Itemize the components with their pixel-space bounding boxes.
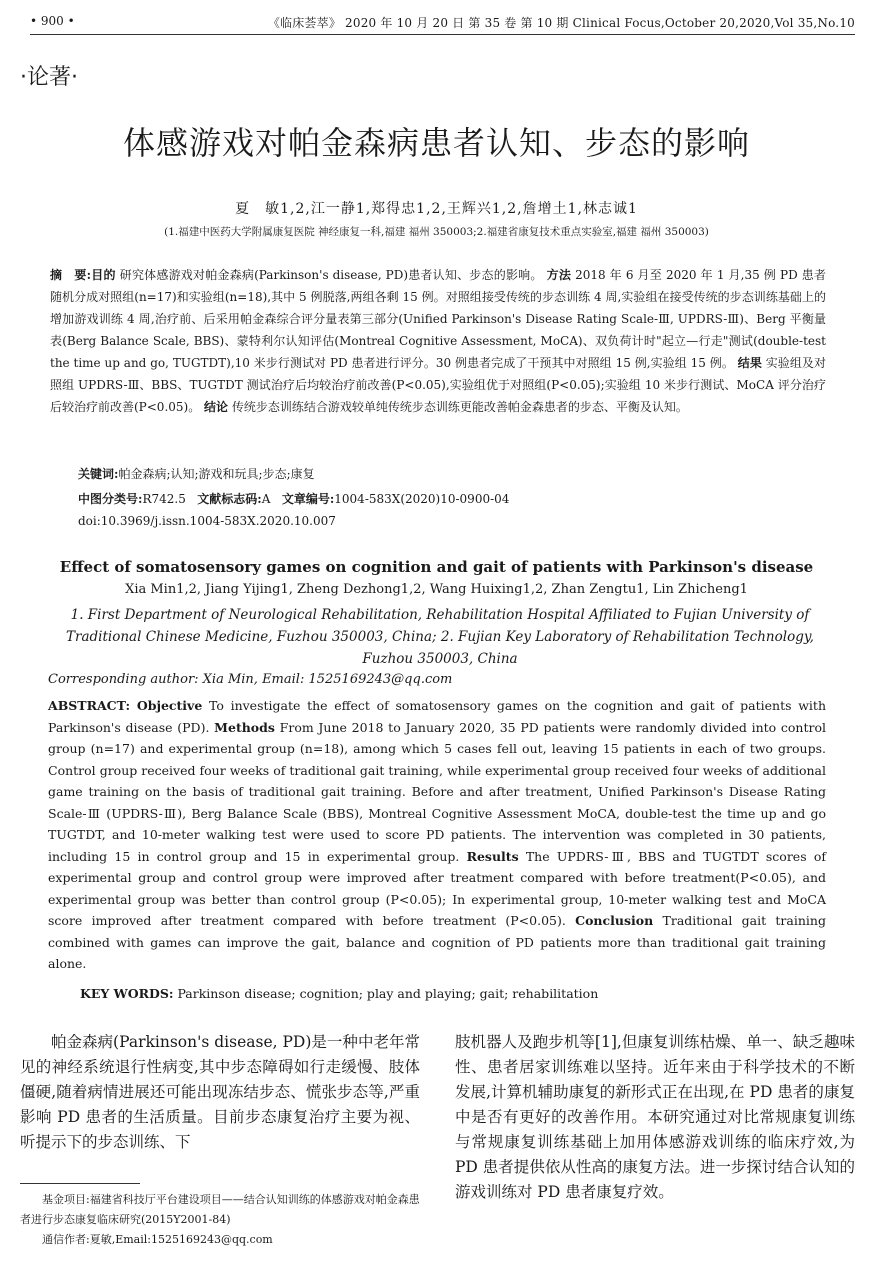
affiliation-cn: (1.福建中医药大学附属康复医院 神经康复一科,福建 福州 350003;2.福建省康复技术重点实验室,福建 福州 350003) [164,226,709,238]
results-en-label: Results [466,848,519,864]
article-title-en: Effect of somatosensory games on cognition and gait of patients with Parkinson's disease [59,558,814,576]
methods-en-text: From June 2018 to January 2020, 35 PD patients were randomly divided into control group (n=17) and experimental group (n=18), among which 5 cases fell out, leaving 15 patients in each of two groups. Control group received four weeks of traditional gait training, while experimental group received four weeks of additional game training on the basis of traditional gait training. Before and after treatment, Unified Parkinson's Disease Rating Scale-Ⅲ (UPDRS-Ⅲ), Berg Balance Scale (BBS), Montreal Cognitive Assessment MoCA, double-test the time up and go TUGTDT, and 10-meter walking test were used to score PD patients. The intervention was completed in 30 patients, including 15 in control group and 15 in experimental group. [48,719,826,864]
running-header [30,12,855,35]
authors-cn: 夏 敏1,2,江一静1,郑得忠1,2,王辉兴1,2,詹增土1,林志诚1 [235,201,638,217]
clc-value: R742.5 [142,492,186,506]
classification-line [78,490,509,507]
conclusion-text: 传统步态训练结合游戏较单纯传统步态训练更能改善帕金森患者的步态、平衡及认知。 [231,400,688,414]
keywords-en [80,986,598,1001]
keywords-cn [78,465,315,482]
methods-en-label: Methods [214,719,275,735]
authors-en: Xia Min1,2, Jiang Yijing1, Zheng Dezhong1,2, Wang Huixing1,2, Zhan Zengtu1, Lin Zhicheng1 [125,582,748,597]
methods-text: 2018 年 6 月至 2020 年 1 月,35 例 PD 患者随机分成对照组(n=17)和实验组(n=18),其中 5 例脱落,两组各剩 15 例。对照组接受传统的步态训练 4 周,实验组在接受传统的步态训练基础上的增加游戏训练 4 周,治疗前、后采用帕金森综合评分量表第三部分(Unified Parkinson's Disease Rating Scale-Ⅲ, UPDRS-Ⅲ)、Berg 平衡量表(Berg Balance Scale, BBS)、蒙特利尔认知评估(Montreal Cognitive Assessment, MoCA)、双负荷计时"起立—行走"测试(double-test the time up and go, TUGTDT),10 米步行测试对 PD 患者进行评分。30 例患者完成了干预其中对照组 15 例,实验组 15 例。 [50,268,826,370]
fund-note: 基金项目:福建省科技厅平台建设项目——结合认知训练的体感游戏对帕金森患者进行步态康复临床研究(2015Y2001-84) [20,1193,420,1226]
results-en-text: The UPDRS-Ⅲ, BBS and TUGTDT scores of experimental group and control group were improved after treatment compared with before treatment(P<0.05), and experimental group was better than control group (P<0.05); In experimental group, 10-meter walking test and MoCA score improved after treatment compared with before treatment (P<0.05). [48,848,826,928]
doc-code-value: A [261,492,271,506]
article-number-value: 1004-583X(2020)10-0900-04 [334,492,510,506]
journal-citation-line: 《临床荟萃》 2020 年 10 月 20 日 第 35 卷 第 10 期 Clinical Focus,October 20,2020,Vol 35,No.10 [267,16,855,30]
doi: doi:10.3969/j.issn.1004-583X.2020.10.007 [78,514,336,528]
keywords-value: 帕金森病;认知;游戏和玩具;步态;康复 [118,467,315,481]
corresponding-author-en: Corresponding author: Xia Min, Email: 1525169243@qq.com [48,672,453,687]
affiliation-en: 1. First Department of Neurological Rehabilitation, Rehabilitation Hospital Affiliated to Fujian University of Traditional Chinese Medicine, Fuzhou 350003, China; 2. Fujian Key Laboratory of Rehabilitation Technology, Fuzhou 350003, China [66,607,814,667]
doc-code-label: 文献标志码: [197,492,262,506]
abstract-en-label: ABSTRACT: [48,698,131,713]
abstract-label: 摘 要: [50,268,92,282]
methods-label: 方法 [546,268,572,282]
keywords-en-value: Parkinson disease; cognition; play and playing; gait; rehabilitation [177,986,599,1001]
results-text: 实验组及对照组 UPDRS-Ⅲ、BBS、TUGTDT 测试治疗后均较治疗前改善(P<0.05),实验组优于对照组(P<0.05);实验组 10 米步行测试、MoCA 评分治疗后较治疗前改善(P<0.05)。 [50,356,826,414]
conclusion-en-text: Traditional gait training combined with games can improve the gait, balance and cognition of PD patients more than traditional gait training alone. [48,913,826,971]
keywords-label: 关键词: [78,467,119,481]
abstract-cn [50,264,826,418]
body-column-right: 肢机器人及跑步机等[1],但康复训练枯燥、单一、缺乏趣味性、患者居家训练难以坚持。近年来由于科学技术的不断发展,计算机辅助康复的新形式正在出现,在 PD 患者的康复中是否有更好的改善作用。本研究通过对比常规康复训练与常规康复训练基础上加用体感游戏训练的临床疗效,为 PD 患者提供依从性高的康复方法。进一步探讨结合认知的游戏训练对 PD 患者康复疗效。 [455,1033,855,1201]
objective-en-text: To investigate the effect of somatosensory games on the cognition and gait of patients with Parkinson's disease (PD). [48,698,826,735]
contact-note: 通信作者:夏敏,Email:1525169243@qq.com [42,1233,273,1246]
article-number-label: 文章编号: [281,492,335,506]
clc-label: 中图分类号: [78,492,143,506]
section-tag: ·论著· [20,65,78,90]
body-column-left: 帕金森病(Parkinson's disease, PD)是一种中老年常见的神经系统退行性病变,其中步态障碍如行走缓慢、肢体僵硬,随着病情进展还可能出现冻结步态、慌张步态等,严重影响 PD 患者的生活质量。目前步态康复治疗主要为视、听提示下的步态训练、下 [20,1033,420,1151]
objective-text: 研究体感游戏对帕金森病(Parkinson's disease, PD)患者认知、步态的影响。 [119,268,543,282]
page-number: • 900 • [30,14,75,28]
conclusion-en-label: Conclusion [575,913,654,928]
article-title-cn: 体感游戏对帕金森病患者认知、步态的影响 [122,124,750,162]
objective-label: 目的 [91,268,116,282]
objective-en-label: Objective [136,698,203,713]
footnote-divider [20,1183,140,1184]
footnote [20,1190,420,1250]
conclusion-label: 结论 [204,400,229,414]
results-label: 结果 [737,356,762,370]
abstract-en [48,695,826,975]
keywords-en-label: KEY WORDS: [80,986,174,1001]
